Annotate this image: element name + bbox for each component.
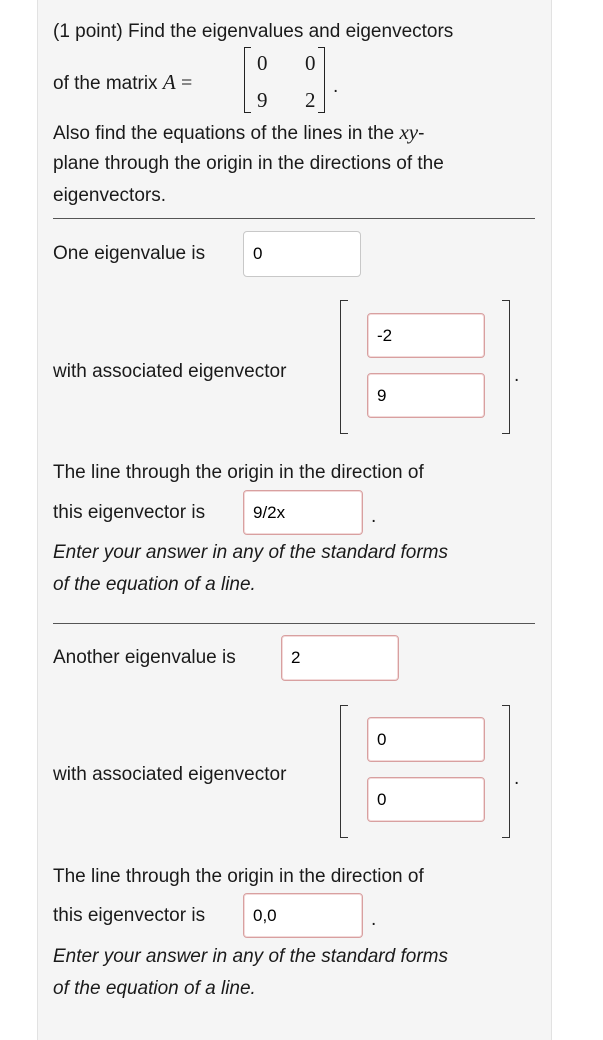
eigenvector-1-period: . bbox=[514, 365, 520, 386]
line-1-value: 9/2x bbox=[253, 502, 286, 522]
problem-line-3-dash: - bbox=[418, 123, 425, 144]
eigenvector-2-period: . bbox=[514, 768, 520, 789]
eigenvector-2-label: with associated eigenvector bbox=[53, 764, 287, 785]
eigenvalue-1-value: 0 bbox=[253, 244, 263, 263]
matrix-left-bracket bbox=[244, 47, 251, 113]
eigenvector-1-label: with associated eigenvector bbox=[53, 361, 287, 382]
eigenvalue-2-input[interactable] bbox=[281, 635, 399, 681]
eigenvector-1-top-input[interactable] bbox=[367, 313, 485, 358]
eigenvector-2-right-bracket bbox=[502, 705, 510, 838]
matrix-period: . bbox=[333, 76, 339, 97]
matrix-right-bracket bbox=[318, 47, 325, 113]
equals-sign: = bbox=[180, 72, 193, 94]
line-2-period: . bbox=[371, 909, 377, 930]
matrix-cell: 9 bbox=[257, 88, 268, 112]
eigenvector-2-bottom-value: 0 bbox=[377, 789, 387, 809]
note-1-line-1: Enter your answer in any of the standard forms bbox=[53, 542, 448, 563]
eigenvalue-1-label: One eigenvalue is bbox=[53, 243, 206, 264]
problem-line-2-text: of the matrix bbox=[53, 73, 158, 94]
eigenvector-1-top-value: -2 bbox=[377, 325, 393, 345]
divider-2 bbox=[53, 623, 535, 624]
note-2-line-2: of the equation of a line. bbox=[53, 978, 256, 999]
line-2-text-2: this eigenvector is bbox=[53, 905, 206, 926]
matrix-cell: 0 bbox=[305, 51, 316, 75]
eigenvector-1-right-bracket bbox=[502, 300, 510, 434]
problem-line-5: eigenvectors. bbox=[53, 185, 167, 206]
eigenvector-2-bottom-input[interactable] bbox=[367, 777, 485, 822]
eigenvalue-2-label: Another eigenvalue is bbox=[53, 647, 236, 668]
line-2-value: 0,0 bbox=[253, 905, 277, 925]
divider-1 bbox=[53, 218, 535, 219]
line-1-text-2: this eigenvector is bbox=[53, 502, 206, 523]
line-1-input[interactable] bbox=[243, 490, 363, 535]
problem-line-1: (1 point) Find the eigenvalues and eigenvectors bbox=[53, 21, 454, 42]
line-2-text-1: The line through the origin in the direction of bbox=[53, 866, 424, 887]
matrix-variable: A bbox=[162, 70, 176, 94]
eigenvector-2-top-value: 0 bbox=[377, 729, 387, 749]
line-1-text-1: The line through the origin in the direction of bbox=[53, 462, 424, 483]
matrix-cell: 0 bbox=[257, 51, 268, 75]
line-2-input[interactable] bbox=[243, 893, 363, 938]
eigenvector-2-left-bracket bbox=[340, 705, 348, 838]
eigenvector-2-top-input[interactable] bbox=[367, 717, 485, 762]
eigenvalue-2-value: 2 bbox=[291, 648, 301, 667]
matrix-cell: 2 bbox=[305, 88, 316, 112]
problem-line-2 bbox=[53, 70, 192, 96]
eigenvalue-1-input[interactable] bbox=[243, 231, 361, 277]
note-1-line-2: of the equation of a line. bbox=[53, 574, 256, 595]
eigenvector-1-bottom-input[interactable] bbox=[367, 373, 485, 418]
eigenvector-1-bottom-value: 9 bbox=[377, 385, 387, 405]
eigenvector-1-left-bracket bbox=[340, 300, 348, 434]
line-1-period: . bbox=[371, 506, 377, 527]
problem-line-3 bbox=[53, 120, 424, 146]
note-2-line-1: Enter your answer in any of the standard forms bbox=[53, 946, 448, 967]
problem-line-3-text: Also find the equations of the lines in the bbox=[53, 123, 395, 144]
problem-line-4: plane through the origin in the directions of the bbox=[53, 153, 444, 174]
xy-variable: xy bbox=[399, 120, 419, 144]
